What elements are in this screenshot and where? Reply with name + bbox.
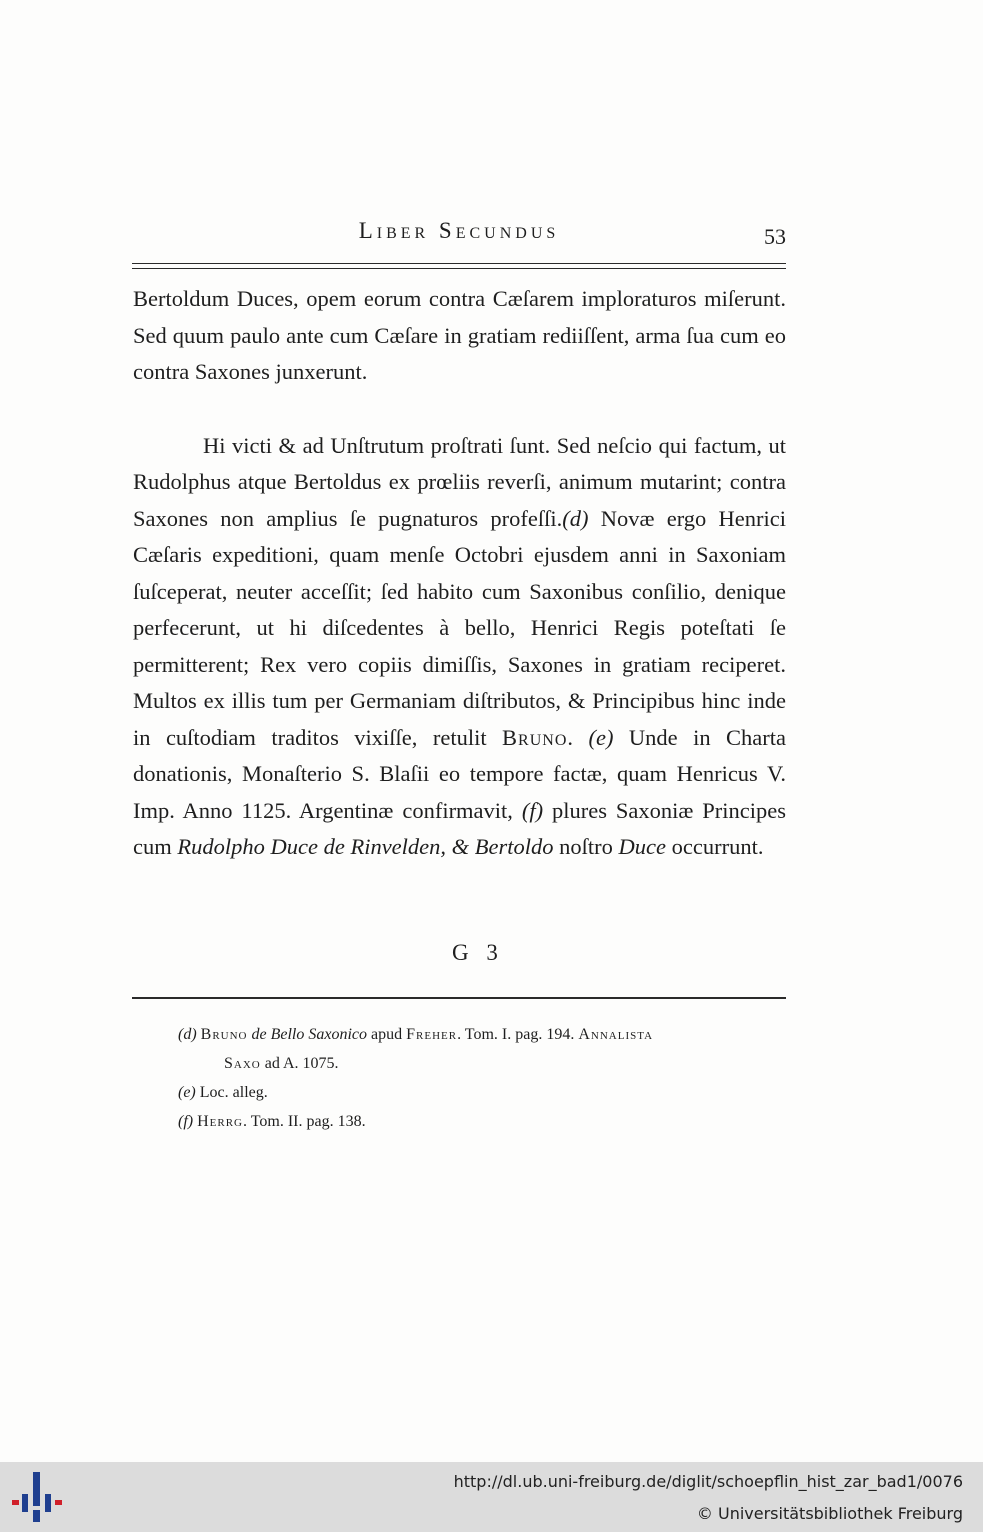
permalink-url[interactable]: http://dl.ub.uni-freiburg.de/diglit/schoepflin_hist_zar_bad1/0076 [453, 1472, 963, 1491]
footnote-d-continued [178, 1049, 788, 1078]
footnote-ref-f: (f) [521, 797, 544, 823]
page-number: 53 [764, 224, 786, 249]
paragraph-continuation: Bertoldum Duces, opem eorum contra Cæſarem imploraturos miſerunt. Sed quum paulo ante cum Cæſare in gratiam rediiſſent, arma ſua cum eo contra Saxones junxerunt. [133, 286, 786, 384]
footnote-author: Annalista [578, 1026, 654, 1043]
footnote-text: Loc. alleg. [195, 1084, 268, 1101]
library-logo-icon [12, 1470, 64, 1524]
viewer-footer [0, 1462, 983, 1532]
signature-mark: G 3 [452, 940, 504, 965]
footnote-author: Herrg [197, 1113, 244, 1130]
footnote-text: ad A. 1075. [260, 1055, 339, 1072]
paragraph-text: noſtro [553, 834, 619, 859]
paragraph-main [133, 428, 786, 866]
footnote-rule [132, 997, 786, 999]
footnote-text: apud [367, 1026, 407, 1043]
paragraph-text: Unde in Charta donationis, Monaſterio S. Blaſii eo tempore factæ, quam Henricus V. Imp. Anno 1125. Argentinæ confirmavit, [133, 724, 786, 823]
footnote-text: . Tom. II. pag. 138. [243, 1113, 366, 1130]
paragraph-text: Novæ ergo Henrici Cæſaris expeditioni, quam menſe Octobri ejusdem anni in Saxoniam ſuſceperat, neuter acceſſit; ſed habito cum Saxonibus conſilio, denique perfecerunt, ut hi diſcedentes à bello, Henrici Regis poteſtati ſe permitterent; Rex vero copiis dimiſſis, Saxones in gratiam reciperet. Multos ex illis tum per Germaniam diſtributos, & Principibus hinc inde in cuſtodiam traditos vixiſſe, retulit [133, 505, 786, 750]
footnote-f [178, 1107, 788, 1136]
footnote-ref-e: (e) [588, 724, 614, 750]
italic-duce: Duce [618, 834, 667, 859]
author-name: Bruno [502, 724, 568, 750]
header-rule [132, 263, 786, 269]
footnote-author: Saxo [224, 1055, 261, 1072]
footnote-mark: (e) [178, 1084, 196, 1101]
italic-names: Rudolpho Duce de Rinvelden, & Bertoldo [177, 834, 554, 859]
paragraph-text: Hi victi & ad Unſtrutum proſtrati ſunt. Sed neſcio qui factum, ut Rudolphus atque Bertoldus ex prœliis reverſi, animum mutarint; contra Saxones non amplius ſe pugnaturos profeſſi. [133, 432, 786, 531]
paragraph-text: plures Saxoniæ Principes cum [133, 797, 786, 859]
footnotes [178, 1020, 788, 1136]
footnote-author: Bruno [200, 1026, 248, 1043]
body-text [133, 281, 786, 866]
footnote-ref-d: (d) [562, 505, 589, 531]
footnote-work: de Bello Saxonico [251, 1026, 368, 1043]
running-title: Liber Secundus [358, 218, 560, 243]
running-head [132, 216, 786, 250]
footnote-mark: (f) [178, 1113, 194, 1130]
footnote-mark: (d) [178, 1026, 197, 1043]
footnote-text: . Tom. I. pag. 194. [457, 1026, 579, 1043]
footnote-e [178, 1078, 788, 1107]
footnote-author: Freher [406, 1026, 458, 1043]
paragraph-text: occurrunt. [666, 834, 764, 859]
paragraph-text: . [567, 724, 589, 750]
copyright-notice: © Universitätsbibliothek Freiburg [696, 1504, 963, 1523]
footnote-d [178, 1020, 788, 1049]
